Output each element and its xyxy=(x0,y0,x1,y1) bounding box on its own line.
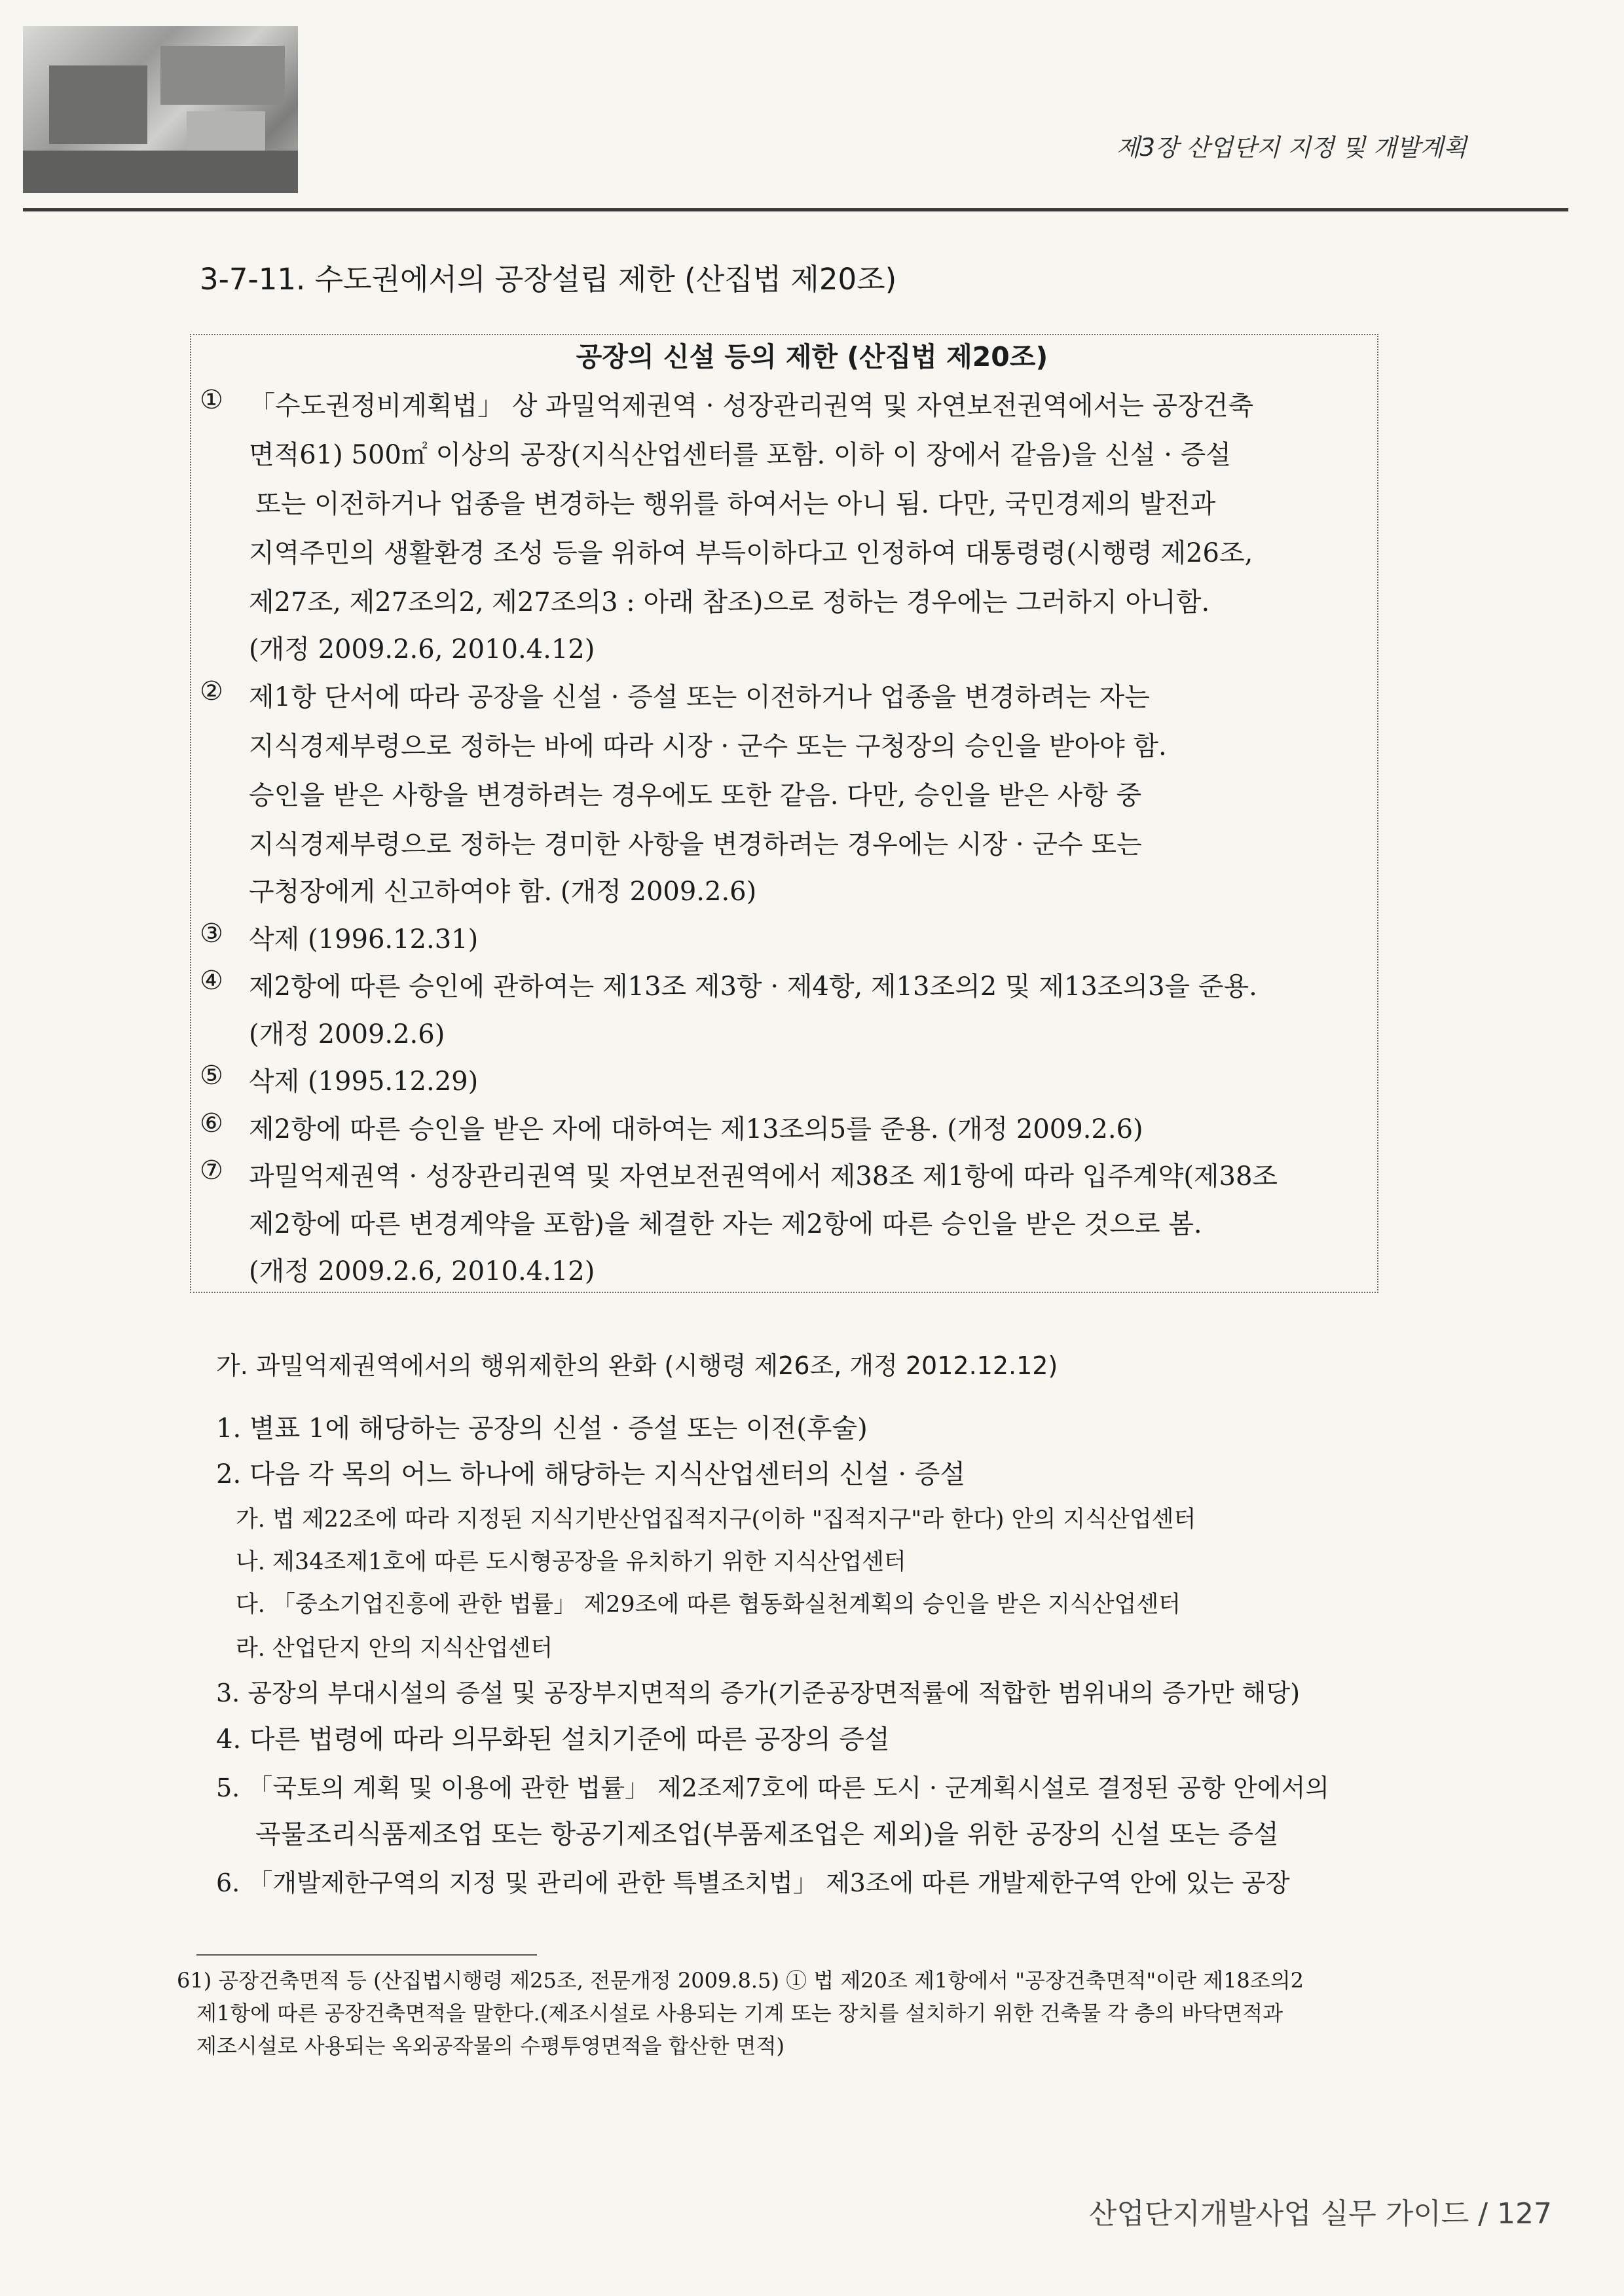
sub-list-item: 다. 「중소기업진흥에 관한 법률」 제29조에 따른 협동화실천계획의 승인을 받은 지식산업센터 xyxy=(236,1592,1181,1618)
subsection-heading: 가. 과밀억제권역에서의 행위제한의 완화 (시행령 제26조, 개정 2012.12.12) xyxy=(216,1351,1058,1380)
law-line: 제2항에 따른 승인에 관하여는 제13조 제3항 · 제4항, 제13조의2 및 제13조의3을 준용. xyxy=(249,972,1257,1002)
footnote-line: 제조시설로 사용되는 옥외공작물의 수평투영면적을 합산한 면적) xyxy=(196,2033,784,2058)
footnote-line: 제1항에 따른 공장건축면적을 말한다.(제조시설로 사용되는 기계 또는 장치를 설치하기 위한 건축물 각 층의 바닥면적과 xyxy=(196,2001,1283,2026)
header-photo xyxy=(23,26,298,193)
item-number: ② xyxy=(200,676,223,706)
item-number: ⑦ xyxy=(200,1156,223,1186)
law-line: 「수도권정비계획법」 상 과밀억제권역 · 성장관리권역 및 자연보전권역에서는 공장건축 xyxy=(249,391,1254,421)
item-number: ④ xyxy=(200,966,223,996)
list-item: 2. 다음 각 목의 어느 하나에 해당하는 지식산업센터의 신설 · 증설 xyxy=(216,1459,966,1489)
list-item: 곡물조리식품제조업 또는 항공기제조업(부품제조업은 제외)을 위한 공장의 신설 또는 증설 xyxy=(255,1819,1279,1850)
law-line: (개정 2009.2.6, 2010.4.12) xyxy=(249,1256,595,1286)
law-box xyxy=(190,334,1378,1293)
law-line: 승인을 받은 사항을 변경하려는 경우에도 또한 같음. 다만, 승인을 받은 사항 중 xyxy=(249,780,1142,811)
item-number: ⑤ xyxy=(200,1061,223,1091)
header-rule xyxy=(23,208,1568,211)
law-line: 지식경제부령으로 정하는 바에 따라 시장 · 군수 또는 구청장의 승인을 받아야 함. xyxy=(249,731,1167,761)
law-line: (개정 2009.2.6, 2010.4.12) xyxy=(249,634,595,665)
law-line: 제1항 단서에 따라 공장을 신설 · 증설 또는 이전하거나 업종을 변경하려는 자는 xyxy=(249,682,1150,712)
law-line: 구청장에게 신고하여야 함. (개정 2009.2.6) xyxy=(249,877,757,907)
law-line: 제2항에 따른 승인을 받은 자에 대하여는 제13조의5를 준용. (개정 2009.2.6) xyxy=(249,1114,1143,1144)
section-heading: 3-7-11. 수도권에서의 공장설립 제한 (산집법 제20조) xyxy=(200,262,897,297)
list-item: 3. 공장의 부대시설의 증설 및 공장부지면적의 증가(기준공장면적률에 적합한 범위내의 증가만 해당) xyxy=(216,1679,1301,1707)
item-number: ⑥ xyxy=(200,1108,223,1139)
item-number: ③ xyxy=(200,919,223,949)
page-footer: 산업단지개발사업 실무 가이드 / 127 xyxy=(1088,2197,1552,2231)
law-line: 또는 이전하거나 업종을 변경하는 행위를 하여서는 아니 됨. 다만, 국민경제의 발전과 xyxy=(255,489,1216,519)
list-item: 1. 별표 1에 해당하는 공장의 신설 · 증설 또는 이전(후술) xyxy=(216,1413,868,1444)
law-line: 과밀억제권역 · 성장관리권역 및 자연보전권역에서 제38조 제1항에 따라 입주계약(제38조 xyxy=(249,1161,1278,1192)
law-line: 면적61) 500㎡ 이상의 공장(지식산업센터를 포함. 이하 이 장에서 같음)을 신설 · 증설 xyxy=(249,440,1231,470)
law-box-title: 공장의 신설 등의 제한 (산집법 제20조) xyxy=(576,341,1048,373)
list-item: 4. 다른 법령에 따라 의무화된 설치기준에 따른 공장의 증설 xyxy=(216,1724,890,1755)
law-line: 삭제 (1996.12.31) xyxy=(249,924,479,955)
law-line: 삭제 (1995.12.29) xyxy=(249,1066,479,1097)
sub-list-item: 가. 법 제22조에 따라 지정된 지식기반산업집적지구(이하 "집적지구"라 한다) 안의 지식산업센터 xyxy=(236,1506,1196,1533)
law-line: 지식경제부령으로 정하는 경미한 사항을 변경하려는 경우에는 시장 · 군수 또는 xyxy=(249,829,1142,860)
footnote-rule xyxy=(196,1954,537,1956)
list-item: 6. 「개발제한구역의 지정 및 관리에 관한 특별조치법」 제3조에 따른 개발제한구역 안에 있는 공장 xyxy=(216,1868,1290,1897)
law-line: (개정 2009.2.6) xyxy=(249,1019,445,1049)
law-line: 제27조, 제27조의2, 제27조의3 : 아래 참조)으로 정하는 경우에는 그러하지 아니함. xyxy=(249,587,1210,617)
running-title: 제3장 산업단지 지정 및 개발계획 xyxy=(1116,134,1467,162)
sub-list-item: 라. 산업단지 안의 지식산업센터 xyxy=(236,1635,553,1662)
list-item: 5. 「국토의 계획 및 이용에 관한 법률」 제2조제7호에 따른 도시 · 군계획시설로 결정된 공항 안에서의 xyxy=(216,1774,1329,1802)
footnote-line: 61) 공장건축면적 등 (산집법시행령 제25조, 전문개정 2009.8.5) ① 법 제20조 제1항에서 "공장건축면적"이란 제18조의2 xyxy=(177,1968,1304,1993)
law-line: 지역주민의 생활환경 조성 등을 위하여 부득이하다고 인정하여 대통령령(시행령 제26조, xyxy=(249,538,1253,568)
sub-list-item: 나. 제34조제1호에 따른 도시형공장을 유치하기 위한 지식산업센터 xyxy=(236,1549,906,1575)
law-line: 제2항에 따른 변경계약을 포함)을 체결한 자는 제2항에 따른 승인을 받은 것으로 봄. xyxy=(249,1209,1202,1239)
item-number: ① xyxy=(200,385,223,415)
